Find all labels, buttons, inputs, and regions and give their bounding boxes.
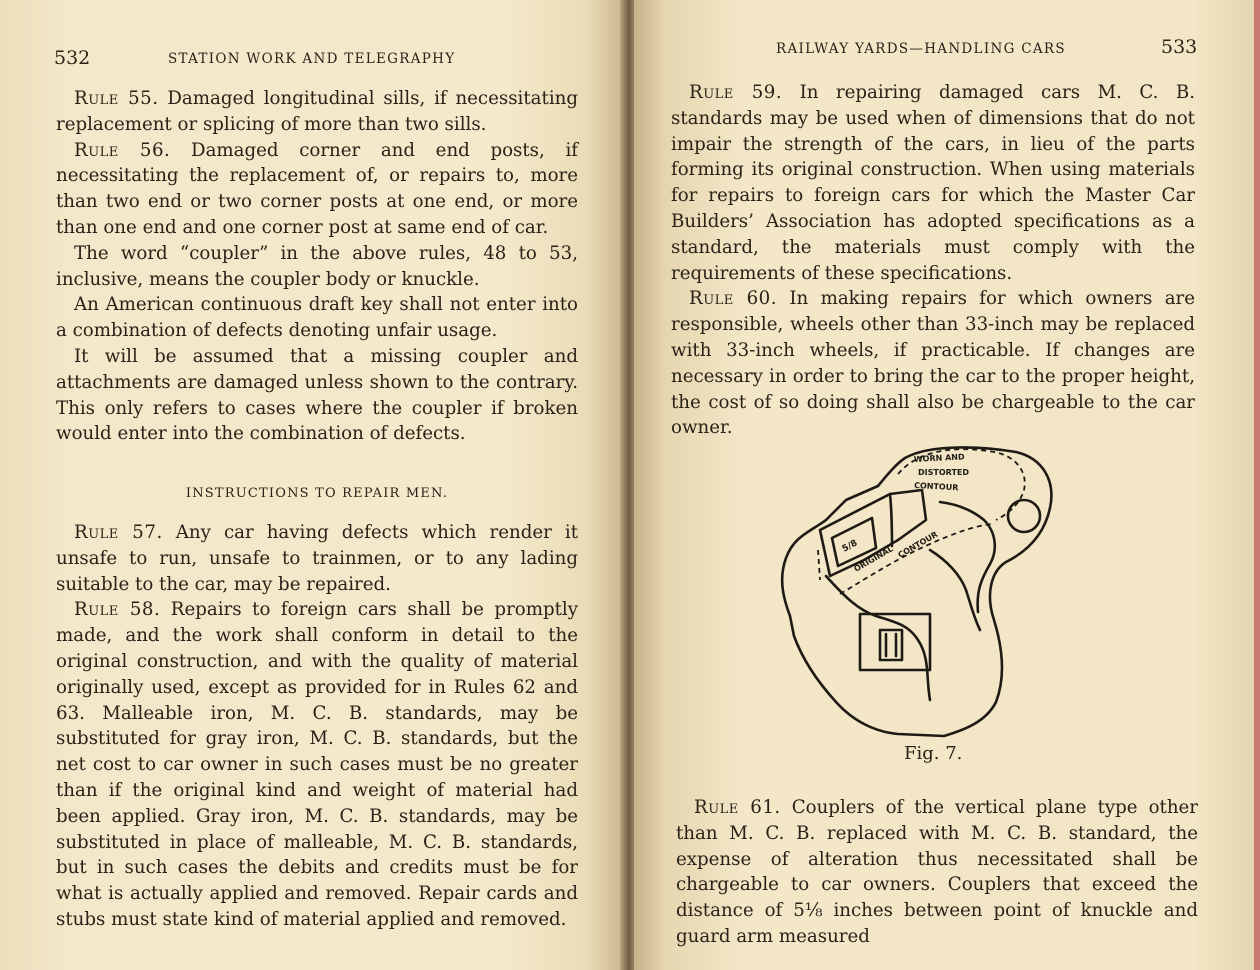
right-text-bottom bbox=[676, 795, 1198, 950]
paragraph-text: Repairs to foreign cars shall be promptly made, and the work shall conform in detail to the original construction, and with the quality of material originally used, except as provided for in Rules 62 and 63. Malleable iron, M. C. B. standards, may be substituted for gray iron, M. C. B. standards, but the net cost to car owner in such cases must be no greater than if the original kind and weight of material had been applied. Gray iron, M. C. B. standards, may be substituted in place of malleable, M. C. B. standards, but in such cases the debits and credits must be for what is actually applied and removed. Repair cards and stubs must state kind of material applied and removed. bbox=[56, 599, 578, 930]
rule-label: Rule 57. bbox=[74, 522, 163, 543]
label-worn-and: WORN AND bbox=[913, 452, 965, 464]
right-text-top bbox=[671, 80, 1195, 441]
label-original: ORIGINAL bbox=[852, 544, 895, 574]
right-page bbox=[634, 0, 1254, 970]
label-distorted: DISTORTED bbox=[918, 468, 969, 477]
coupler-figure bbox=[780, 440, 1080, 740]
label-contour-top: CONTOUR bbox=[913, 481, 959, 493]
paragraph-text: Couplers of the vertical plane type other than M. C. B. replaced with M. C. B. standard, the expense of alteration thus necessitated shall be chargeable to car owners. Couplers that exceed the distance of 5⅛ inches between point of knuckle and guard arm measured bbox=[676, 797, 1198, 947]
paragraph-text: An American continuous draft key shall not enter into a combination of defects denoting unfair usage. bbox=[56, 294, 578, 342]
rule-label: Rule 56. bbox=[74, 139, 171, 161]
paragraph-text: The word “coupler” in the above rules, 48 to 53, inclusive, means the coupler body or knuckle. bbox=[56, 242, 578, 290]
left-text-top bbox=[56, 86, 578, 447]
paragraph bbox=[56, 520, 578, 597]
shank-slot bbox=[880, 630, 902, 660]
left-page bbox=[0, 0, 626, 970]
inner-ridge bbox=[890, 494, 892, 546]
label-dimension: 5/8 bbox=[840, 538, 860, 555]
lower-jaw bbox=[826, 576, 930, 700]
rule-label: Rule 58. bbox=[74, 599, 161, 621]
paragraph-text: Any car having defects which render it unsafe to run, unsafe to trainmen, or to any lading suitable to the car, may be repaired. bbox=[56, 522, 578, 595]
pin-hole bbox=[1008, 500, 1040, 532]
paragraph-text: It will be assumed that a missing coupler and attachments are damaged unless shown to the contrary. This only refers to cases where the coupler if broken would enter into the combination of defects. bbox=[56, 345, 578, 445]
rule-label: Rule 61. bbox=[694, 797, 781, 818]
paragraph bbox=[56, 344, 578, 447]
rule-label: Rule 60. bbox=[689, 288, 778, 310]
rule-label: Rule 59. bbox=[689, 82, 783, 103]
paragraph-text: In repairing damaged cars M. C. B. standards may be used when of dimensions that do not impair the strength of the cars, in lieu of the parts forming its original construction. When using materials for repairs to foreign cars for which the Master Car Builders’ Association has adopted specifications as a standard, the materials must comply with the requirements of these specifications. bbox=[671, 82, 1195, 284]
paragraph bbox=[56, 241, 578, 293]
left-text-bottom bbox=[56, 520, 578, 933]
paragraph-text: Damaged longitudinal sills, if necessitating replacement or splicing of more than two sills. bbox=[56, 88, 578, 135]
paragraph bbox=[671, 80, 1195, 286]
paragraph bbox=[56, 138, 578, 241]
paragraph bbox=[56, 597, 578, 932]
paragraph bbox=[676, 795, 1198, 950]
running-head: RAILWAY YARDS—HANDLING CARS bbox=[776, 41, 1066, 57]
paragraph-text: In making repairs for which owners are responsible, wheels other than 33-inch may be replaced with 33-inch wheels, if practicable. If changes are necessary in order to bring the car to the proper height, the cost of so doing shall also be chargeable to the car owner. bbox=[671, 288, 1195, 439]
running-head: STATION WORK AND TELEGRAPHY bbox=[168, 51, 456, 67]
figure-caption: Fig. 7. bbox=[904, 743, 963, 764]
rule-label: Rule 55. bbox=[74, 88, 159, 109]
section-heading: INSTRUCTIONS TO REPAIR MEN. bbox=[185, 486, 449, 501]
page-edge-right bbox=[1254, 0, 1260, 970]
coupler-diagram bbox=[780, 440, 1080, 740]
label-contour-diag: CONTOUR bbox=[896, 529, 940, 560]
page-number: 532 bbox=[54, 47, 91, 69]
page-number: 533 bbox=[1161, 36, 1198, 58]
paragraph bbox=[671, 286, 1195, 441]
paragraph-text: Damaged corner and end posts, if necessitating the replacement of, or repairs to, more than two end or two corner posts at one end, or more than one end and one corner post at same end of car. bbox=[56, 139, 578, 238]
paragraph bbox=[56, 86, 578, 138]
paragraph bbox=[56, 292, 578, 344]
